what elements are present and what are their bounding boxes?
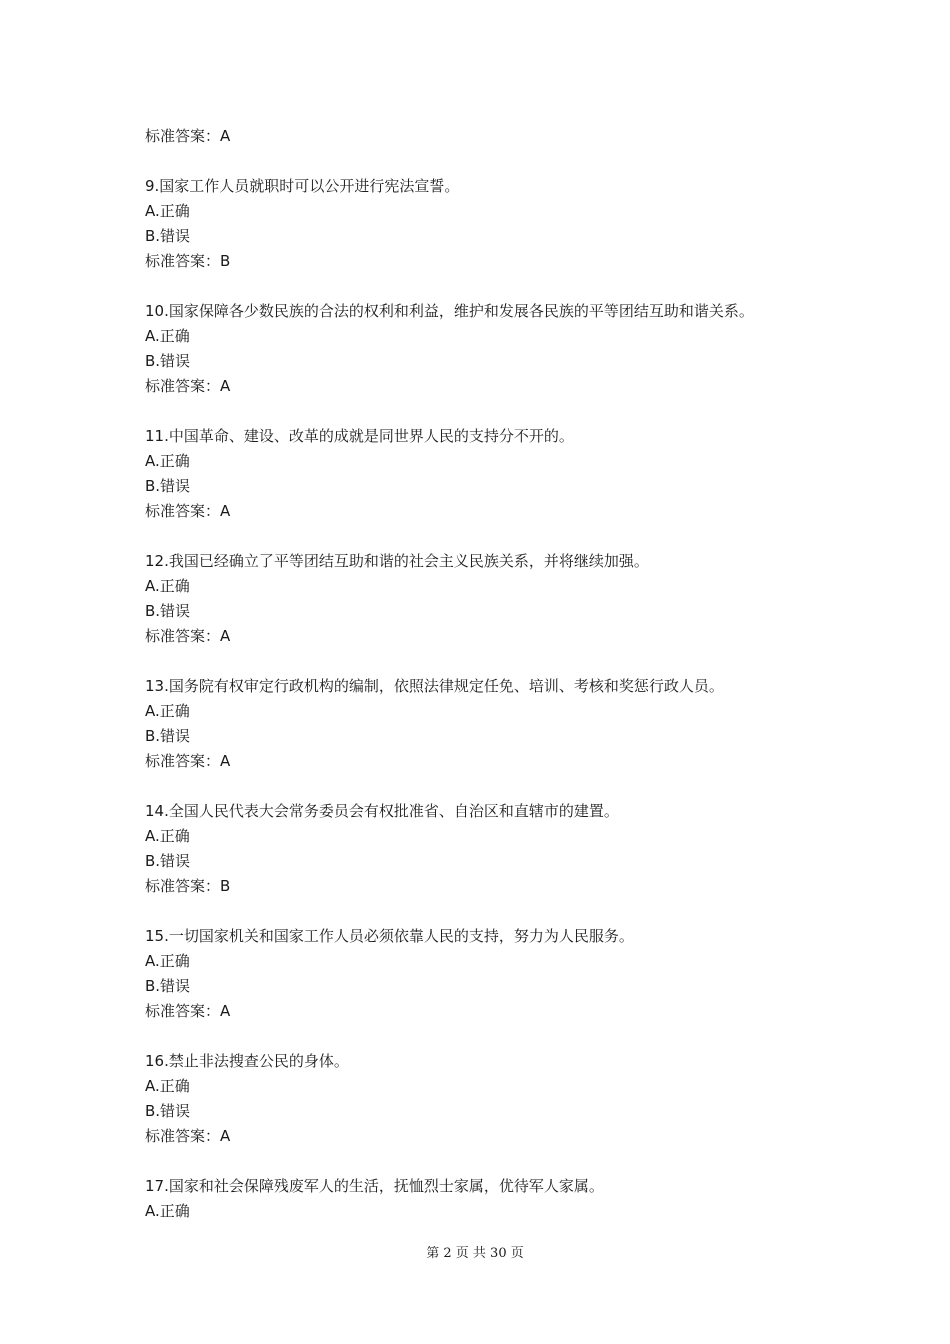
question-10: [145, 299, 835, 399]
question-stem: 14.全国人民代表大会常务委员会有权批准省、自治区和直辖市的建置。: [145, 802, 619, 820]
option-a: A.正确: [145, 577, 190, 595]
option-a: A.正确: [145, 327, 190, 345]
question-stem: 9.国家工作人员就职时可以公开进行宪法宣誓。: [145, 177, 460, 195]
previous-answer: 标准答案：A: [145, 127, 231, 145]
question-15: [145, 924, 835, 1024]
question-stem: 16.禁止非法搜查公民的身体。: [145, 1052, 349, 1070]
option-b: B.错误: [145, 977, 191, 995]
question-stem: 13.国务院有权审定行政机构的编制，依照法律规定任免、培训、考核和奖惩行政人员。: [145, 677, 724, 695]
standard-answer: 标准答案：A: [145, 502, 231, 520]
option-b: B.错误: [145, 477, 191, 495]
question-14: [145, 799, 835, 899]
spacer: [145, 149, 835, 174]
spacer: [145, 649, 835, 674]
option-b: B.错误: [145, 852, 191, 870]
option-a: A.正确: [145, 952, 190, 970]
standard-answer: 标准答案：B: [145, 252, 231, 270]
option-b: B.错误: [145, 352, 191, 370]
option-a: A.正确: [145, 202, 190, 220]
question-stem: 17.国家和社会保障残废军人的生活，抚恤烈士家属，优待军人家属。: [145, 1177, 604, 1195]
spacer: [145, 399, 835, 424]
question-stem: 15.一切国家机关和国家工作人员必须依靠人民的支持，努力为人民服务。: [145, 927, 634, 945]
option-a: A.正确: [145, 1077, 190, 1095]
question-stem: 11.中国革命、建设、改革的成就是同世界人民的支持分不开的。: [145, 427, 574, 445]
standard-answer: 标准答案：A: [145, 752, 231, 770]
standard-answer: 标准答案：A: [145, 377, 231, 395]
option-b: B.错误: [145, 727, 191, 745]
option-a: A.正确: [145, 452, 190, 470]
question-17: [145, 1174, 835, 1224]
question-13: [145, 674, 835, 774]
question-11: [145, 424, 835, 524]
standard-answer: 标准答案：A: [145, 627, 231, 645]
question-16: [145, 1049, 835, 1149]
standard-answer: 标准答案：B: [145, 877, 231, 895]
spacer: [145, 274, 835, 299]
standard-answer: 标准答案：A: [145, 1127, 231, 1145]
spacer: [145, 774, 835, 799]
option-a: A.正确: [145, 702, 190, 720]
option-b: B.错误: [145, 227, 191, 245]
standard-answer: 标准答案：A: [145, 1002, 231, 1020]
option-a: A.正确: [145, 1202, 190, 1220]
option-a: A.正确: [145, 827, 190, 845]
spacer: [145, 524, 835, 549]
question-12: [145, 549, 835, 649]
spacer: [145, 1149, 835, 1174]
page-footer: 第 2 页 共 30 页: [426, 1246, 524, 1261]
question-9: [145, 174, 835, 274]
question-stem: 12.我国已经确立了平等团结互助和谐的社会主义民族关系，并将继续加强。: [145, 552, 649, 570]
spacer: [145, 1024, 835, 1049]
question-list: [145, 124, 835, 1224]
option-b: B.错误: [145, 602, 191, 620]
spacer: [145, 899, 835, 924]
question-stem: 10.国家保障各少数民族的合法的权利和利益，维护和发展各民族的平等团结互助和谐关系。: [145, 302, 754, 320]
option-b: B.错误: [145, 1102, 191, 1120]
